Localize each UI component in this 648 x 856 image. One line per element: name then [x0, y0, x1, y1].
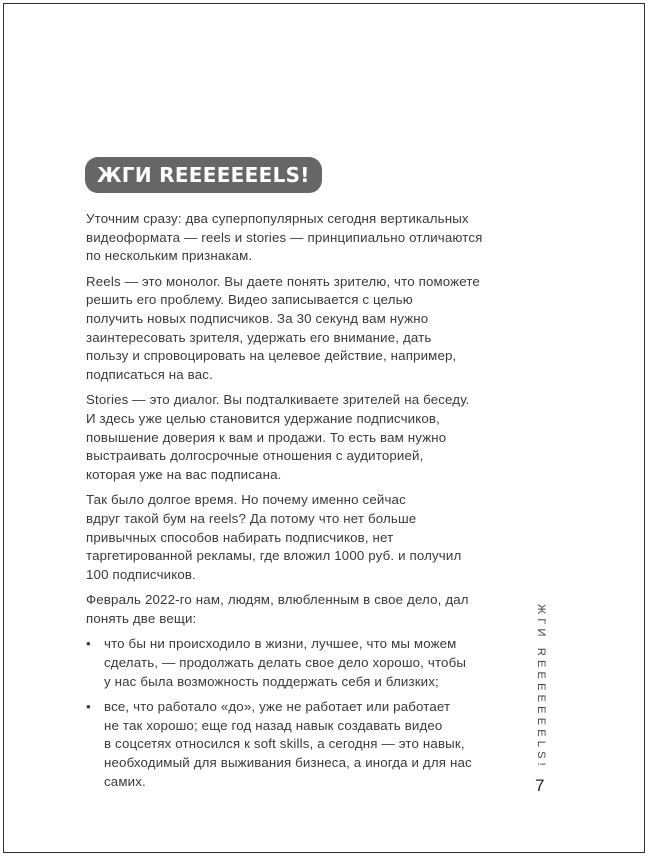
text-line: что бы ни происходило в жизни, лучшее, что мы можем	[104, 636, 457, 652]
text-line: выстраивать долгосрочные отношения с аудиторией,	[86, 448, 424, 464]
paragraph	[86, 273, 526, 385]
paragraph	[86, 491, 526, 584]
bullet-list	[86, 635, 526, 791]
text-line: привычных способов набирать подписчиков, нет	[86, 529, 394, 545]
text-line: в соцсетях относился к soft skills, а сегодня — это навык,	[104, 736, 465, 752]
bullet-dot-icon: •	[86, 699, 91, 715]
text-line: заинтересовать зрителя, удержать его внимание, дать	[86, 329, 432, 345]
bullet-item	[86, 635, 526, 691]
page-number: 7	[535, 776, 545, 795]
body-text	[86, 210, 526, 798]
paragraph	[86, 591, 526, 628]
text-line: Так было долгое время. Но почему именно сейчас	[86, 492, 406, 508]
text-line: подписаться на вас.	[86, 366, 213, 382]
running-head: ЖГИ REEEEEEELS!	[535, 604, 547, 770]
text-line: видеоформата — reels и stories — принципиально отличаются	[86, 229, 483, 245]
text-line: Уточним сразу: два суперпопулярных сегодня вертикальных	[86, 211, 469, 226]
text-line: И здесь уже целью становится удержание подписчиков,	[86, 410, 440, 426]
text-line: по нескольким признакам.	[86, 248, 253, 264]
text-line: самих.	[104, 773, 146, 789]
text-line: у нас была возможность поддержать себя и близких;	[104, 673, 439, 689]
bullet-dot-icon: •	[86, 636, 91, 652]
text-line: повышение доверия к вам и продажи. То есть вам нужно	[86, 429, 447, 445]
paragraph	[86, 391, 526, 484]
text-line: понять две вещи:	[86, 610, 197, 626]
text-line: пользу и спровоцировать на целевое действие, например,	[86, 348, 457, 364]
text-line: которая уже на вас подписана.	[86, 466, 282, 482]
text-line: не так хорошо; еще год назад навык создавать видео	[104, 717, 443, 733]
text-line: решить его проблему. Видео записывается с целью	[86, 292, 413, 308]
paragraphs	[86, 210, 526, 628]
text-line: Reels — это монолог. Вы даете понять зрителю, что поможете	[86, 273, 480, 289]
text-line: 100 подписчиков.	[86, 566, 196, 582]
text-line: получить новых подписчиков. За 30 секунд вам нужно	[86, 310, 429, 326]
bullet-item	[86, 698, 526, 791]
text-line: Февраль 2022-го нам, людям, влюбленным в свое дело, дал	[86, 592, 469, 608]
text-line: все, что работало «до», уже не работает или работает	[104, 699, 451, 715]
text-line: сделать, — продолжать делать свое дело хорошо, чтобы	[104, 655, 467, 671]
paragraph	[86, 210, 526, 266]
text-line: вдруг такой бум на reels? Да потому что нет больше	[86, 510, 417, 526]
text-line: таргетированной рекламы, где вложил 1000 руб. и получил	[86, 548, 462, 564]
text-line: необходимый для выживания бизнеса, а иногда и для нас	[104, 755, 472, 771]
text-line: Stories — это диалог. Вы подталкиваете зрителей на беседу.	[86, 392, 470, 408]
chapter-heading: ЖГИ REEEEEEELS!	[85, 157, 322, 193]
